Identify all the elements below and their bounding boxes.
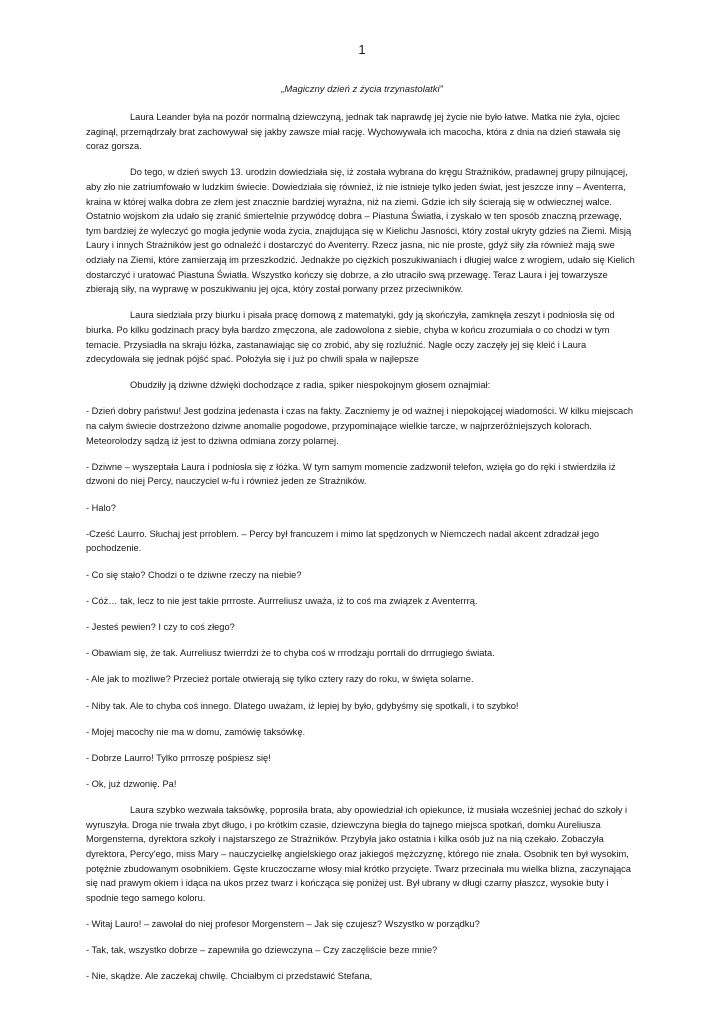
document-title: „Magiczny dzień z życia trzynastolatki” — [281, 84, 443, 95]
paragraph: - Mojej macochy nie ma w domu, zamówię taksówkę. — [86, 726, 306, 737]
paragraph: - Witaj Lauro! – zawołał do niej profesor Morgenstern – Jak się czujesz? Wszystko w porządku? — [86, 919, 480, 930]
paragraph: - Ale jak to możliwe? Przecież portale otwierają się tylko cztery razy do roku, w święta solarne. — [86, 674, 474, 685]
paragraph: Obudziły ją dziwne dźwięki dochodzące z radia, spiker niespokojnym głosem oznajmiał: — [130, 380, 491, 391]
paragraph: - Niby tak. Ale to chyba coś innego. Dlatego uważam, iż lepiej by było, gdybyśmy się spotkali, i to szybko! — [86, 700, 519, 711]
paragraph: - Ok, już dzwonię. Pa! — [86, 779, 177, 790]
paragraph: -Cześć Laurro. Słuchaj jest prroblem. – Percy był francuzem i mimo lat spędzonych w Niemczech nadal akcent zdradzał jego pochodzenie. — [86, 528, 600, 554]
paragraph: Laura siedziała przy biurku i pisała pracę domową z matematyki, gdy ją skończyła, zamknęła zeszyt i podniosła się od biurka. Po kilku godzinach pracy była bardzo zmęczona, ale zadowolona z siebie, chyba w końcu zrozumiała o co chodzi w tym temacie. Przysiadła na skraju łóżka, zastanawiając się co zrobić, aby się rozluźnić. Nagle oczy zaczęły jej się kleić i Laura zdecydowała się jednak pójść spać. Położyła się i już po chwili spała w najlepsze — [86, 310, 615, 365]
paragraph: - Co się stało? Chodzi o te dziwne rzeczy na niebie? — [86, 569, 302, 580]
paragraph: - Dziwne – wyszeptała Laura i podniosła się z łóżka. W tym samym momencie zadzwonił telefon, wzięła go do ręki i stwierdziła iż dzwoni do niej Percy, nauczyciel w-fu i również jeden ze Strażników. — [86, 461, 616, 487]
paragraph: - Halo? — [86, 502, 116, 513]
paragraph: - Dobrze Laurro! Tylko prrroszę pośpiesz się! — [86, 752, 271, 763]
paragraph: - Nie, skądże. Ale zaczekaj chwilę. Chciałbym ci przedstawić Stefana, — [86, 971, 373, 982]
document-body — [86, 110, 638, 996]
paragraph: - Obawiam się, że tak. Aurreliusz twierrdzi że to chyba coś w rrrodzaju porrtali do drrrugiego świata. — [86, 648, 495, 659]
paragraph: - Cóż… tak, lecz to nie jest takie prrroste. Aurrreliusz uważa, iż to coś ma związek z Aventerrrą. — [86, 595, 478, 606]
page-number: 1 — [358, 42, 366, 57]
paragraph: Laura Leander była na pozór normalną dziewczyną, jednak tak naprawdę jej życie nie było łatwe. Matka nie żyła, ojciec zaginął, przemądrzały brat zachowywał się jakby zawsze miał rację. Wychowywała ich macocha, która z dnia na dzień stawała się coraz gorsza. — [86, 112, 621, 152]
paragraph: Laura szybko wezwała taksówkę, poprosiła brata, aby opowiedział ich opiekunce, iż musiała wcześniej jechać do szkoły i wyruszyła. Droga nie trwała zbyt długo, i po krótkim czasie, dziewczyna biegła do tajnego miejsca spotkań, domku Aureliusza Morgensterna, dyrektora szkoły i najstarszego ze Strażników. Przybyła jako ostatnia i kilka osób już na nią czekało. Zobaczyła dyrektora, Percy'ego, miss Mary – nauczycielkę angielskiego oraz jakiegoś mężczyznę, którego nie znała. Osobnik ten był wysokim, potężnie zbudowanym osobnikiem. Gęste kruczoczarne włosy miał krótko przycięte. Twarz przecinała mu wielka blizna, zaczynająca się nad prawym okiem i idąca na ukos przez twarz i kończąca się poniżej ust. Był ubrany w długi czarny płaszcz, wysokie buty i spodnie tego samego koloru. — [86, 805, 631, 903]
paragraph: - Jesteś pewien? I czy to coś złego? — [86, 621, 235, 632]
paragraph: Do tego, w dzień swych 13. urodzin dowiedziała się, iż została wybrana do kręgu Strażników, pradawnej grupy pilnującej, aby zło nie zatriumfowało w ludzkim świecie. Dowiedziała się również, iż nie istnieje tylko jeden świat, jest jeszcze inny – Aventerra, kraina w której walka dobra ze złem jest znacznie bardziej wyraźna, niż na ziemi. Gdzie ich siły ścierają się w odwiecznej walce. Ostatnio wojskom zła udało się zranić śmiertelnie przywódcę dobra – Piastuna Światła, i zyskało w ten sposób znaczną przewagę, tym bardziej że wyleczyć go mogła jedynie woda życia, znajdująca się w Kielichu Jasności, który został ukryty gdzieś na Ziemi. Misją Laury i innych Strażników jest go odnaleźć i dostarczyć do Aventerry. Rzecz jasna, nic nie proste, gdyż siły zła również mają swe odziały na Ziemi, które zamierzają im przeszkodzić. Jednakże po ciężkich poszukiwaniach i długiej walce z wrogiem, udało się Kielich dostarczyć i uratować Piastuna Światła. Wszystko kończy się dobrze, a zło utraciło swą przewagę. Teraz Laura i jej towarzysze zbierają siły, na wyprawę w poszukiwaniu jej ojca, który został porwany przez przeciwników. — [86, 167, 635, 295]
paragraph: - Tak, tak, wszystko dobrze – zapewniła go dziewczyna – Czy zaczęliście beze mnie? — [86, 945, 438, 956]
paragraph: - Dzień dobry państwu! Jest godzina jedenasta i czas na fakty. Zaczniemy je od ważnej i niepokojącej wiadomości. W kilku miejscach na całym świecie dostrzeżono dziwne anomalie pogodowe, przypominające wielkie tarcze, w najprzeróżniejszych kolorach. Meteorolodzy sądzą iż jest to dziwna odmiana zorzy polarnej. — [86, 406, 634, 446]
